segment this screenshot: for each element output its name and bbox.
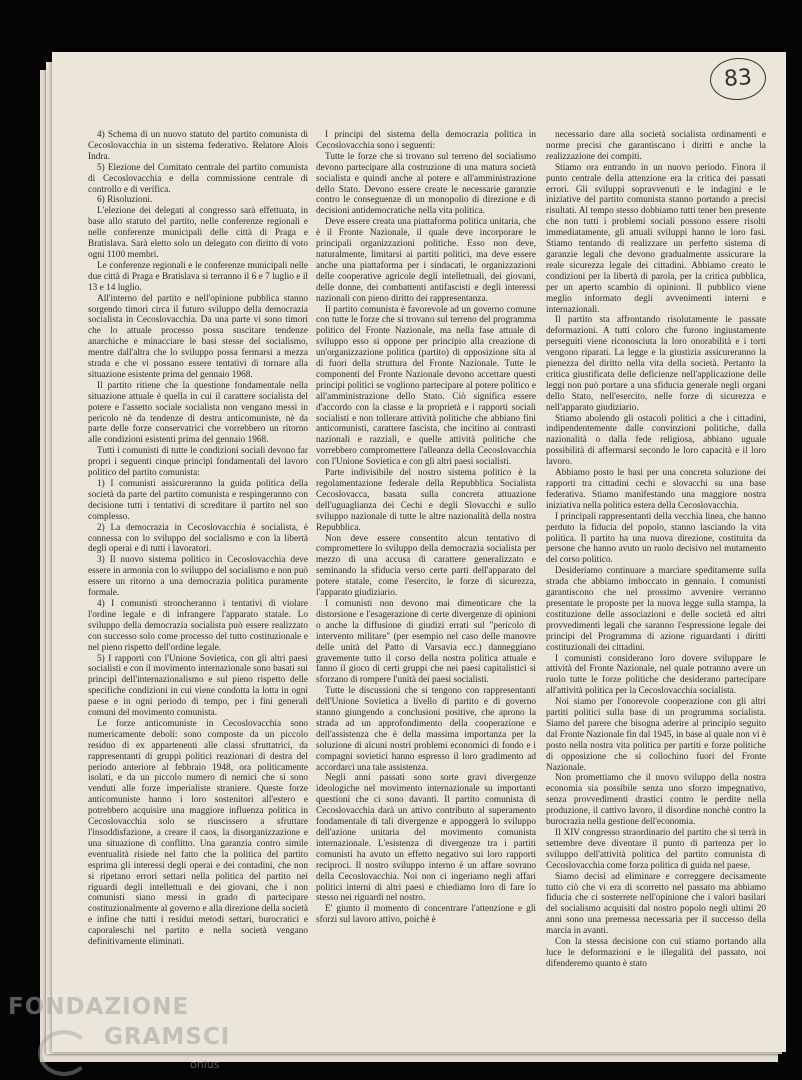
paragraph: Tutti i comunisti di tutte le condizioni sociali devono far propri i seguenti cinque principi fondamentali del lavoro politico del partito comunista: [88,446,308,479]
paragraph: Non promettiamo che il nuovo sviluppo della nostra economia sia possibile senza uno sforzo impegnativo, senza provvedimenti drastici contro le perdite nella produzione, il cattivo lavoro, il disordine nonchè contro la burocrazia nella gestione dell'economia. [546,773,766,828]
paragraph: Il partito sta affrontando risolutamente le passate deformazioni. A tutti coloro che furono ingiustamente perseguiti viene riconosciuta la loro onorabilità e i torti vengono riparati. La legge e la giustizia assicureranno la pienezza del diritto nella vita della società. Pertanto la critica giustificata delle deficienze nell'applicazione delle leggi non può portare a una sfiducia generale negli organi dello Stato, nell'esercito, nelle forze di sicurezza e nell'apparato giudiziario. [546,315,766,413]
paragraph: 5) Elezione del Comitato centrale del partito comunista di Cecoslovacchia e della commissione centrale di controllo e di verifica. [88,162,308,195]
paragraph: Il partito comunista è favorevole ad un governo comune con tutte le forze che si trovano sul terreno del programma politico del Fronte Nazionale, ma nella fase attuale di sviluppo esso si oppone per principio alla creazione di un'organizzazione politica (partito) di opposizione sita al di fuori della struttura del Fronte Nazionale. Tutte le componenti del Fronte Nazionale devono accettare questi principi politici se vogliono partecipare al potere politico e all'amministrazione dello Stato. Ciò significa essere d'accordo con la classe e la proprietà e i rapporti sociali socialisti e non tollerare attività politiche che abbiano fini anticomunisti, carattere fascista, che incitino ai contrasti nazionali e razziali, e quelle attività politiche che vorrebbero compromettere l'alleanza della Cecoslovacchia con l'Unione Sovietica e con gli altri paesi socialisti. [316,304,536,468]
paragraph: Non deve essere consentito alcun tentativo di compromettere lo sviluppo della democrazia socialista per mezzo di una accusa di carattere generalizzato e seminando la sfiducia verso certe parti dell'apparato del potere statale, come l'esercito, le forze di sicurezza, l'apparato giudiziario. [316,533,536,599]
paragraph: I comunisti non devono mai dimenticare che la distorsione e l'esagerazione di certe divergenze di opinioni o anche la diffusione di giudizi errati sul "pericolo di intervento militare" (per esempio nel caso delle manovre delle unità del Patto di Varsavia ecc.) danneggiano gravemente tutto il corso della nostra politica attuale e fanno il gioco di certi gruppi che nei paesi capitalistici si sforzano di rompere l'unità dei paesi socialisti. [316,598,536,686]
document-page [52,52,786,1052]
paragraph: 3) Il nuovo sistema politico in Cecoslovacchia deve essere in armonia con lo sviluppo del socialismo e non può essere un ritorno a una democrazia politica puramente formale. [88,555,308,599]
paragraph: L'elezione dei delegati al congresso sarà effettuata, in base allo statuto del partito, nelle conferenze regionali e nelle conferenze municipali delle città di Praga e Bratislava. Sarà eletto solo un delegato con diritto di voto ogni 1100 membri. [88,206,308,260]
paragraph: Siamo decisi ad eliminare e correggere decisamente tutto ciò che vi era di scorretto nel passato ma abbiamo fiducia che ci sosterrete nell'opinione che i valori basilari del socialismo acquisiti dal nostro popolo negli ultimi 20 anni sono una premessa necessaria per il successo della marcia in avanti. [546,871,766,937]
text-column-right [546,130,766,1040]
paragraph: Tutte le discussioni che si tengono con rappresentanti dell'Unione Sovietica a livello di partito e di governo stanno giungendo a conclusioni positive, che aprono la strada ad un approfondimento della cooperazione e dell'assistenza che è della massima importanza per la soluzione di alcuni nostri problemi economici di fondo e i compagni sovietici hanno espresso il loro gradimento ad accordarci una tale assistenza. [316,686,536,773]
paragraph: 6) Risoluzioni. [97,195,153,206]
watermark [8,994,308,1074]
watermark-line1: FONDAZIONE [8,994,190,1020]
paragraph: I comunisti considerano loro dovere sviluppare le attività del Fronte Nazionale, nel quale potranno avere un ruolo tutte le forze politiche che desiderano partecipare all'attività politica per la Cecoslovacchia socialista. [546,653,766,697]
paragraph: Le forze anticomuniste in Cecoslovacchia sono numericamente deboli: sono composte da un piccolo residuo di ex appartenenti alle classi sfruttatrici, da rappresentanti di gruppi politici reazionari di destra del periodo anteriore al febbraio 1948, ora politicamente isolati, e da un piccolo numero di nemici che si sono venduti alle forze imperialiste straniere. Queste forze anticomuniste hanno i loro sostenitori all'estero e potrebbero acquisire una maggiore influenza politica in Cecoslovacchia solo se riuscissero a sfruttare l'insoddisfazione, a creare il caos, la disorganizzazione e una situazione di conflitto. Una garanzia contro simile eventualità risiede nel fatto che la politica del partito esprima gli interessi degli operai e dei contadini, che non si ripetano errori settari nella politica del partito nei riguardi degli intellettuali e dei giovani, che i non comunisti siano messi in grado di partecipare costituzionalmente al governo e alla direzione della società e infine che tutti i residui metodi settari, burocratici e caporaleschi nel partito e nella società vengano definitivamente eliminati. [88,718,308,948]
paragraph: Deve essere creata una piattaforma politica unitaria, che è il Fronte Nazionale, il quale deve incorporare le principali organizzazioni politiche. Esso non deve, naturalmente, limitarsi ai partiti politici, ma deve essere anche una piattaforma per i sindacati, le organizzazioni delle cooperative agricole degli intellettuali, dei giovani, delle donne, dei combattenti antifascisti e degli interessi nazionali con pieno diritto dei rappresentanza. [316,217,536,304]
paragraph: 4) I comunisti stroncheranno i tentativi di violare l'ordine legale e di infrangere l'apparato statale. Lo sviluppo della democrazia socialista può essere realizzato con successo solo come processo del tutto costituzionale e nel pieno rispetto dell'ordine legale. [88,598,308,653]
watermark-logo-icon [38,1030,90,1076]
paragraph: Il XIV congresso straordinario del partito che si terrà in settembre deve diventare il punto di partenza per lo sviluppo dell'attività politica del partito comunista di Cecoslovacchia come forza politica di guida nel paese. [546,828,766,871]
paragraph: Noi siamo per l'onorevole cooperazione con gli altri partiti politici sulla base di un programma socialista. Siamo del parere che bisogna aderire al principio seguito dal Fronte Nazionale fin dal 1945, in base al quale non vi è posto nella nostra vita politica per partiti e forze politiche di opposizione che si collochino fuori del Fronte Nazionale. [546,697,766,773]
paragraph: 1) I comunisti assicureranno la guida politica della società da parte del partito comunista e respingeranno con decisione tutti i tentativi di screditare il partito nel suo complesso. [88,479,308,522]
paragraph: necessario dare alla società socialista ordinamenti e norme precisi che garantiscano i diritti e anche la realizzazione dei compiti. [546,130,766,162]
paragraph: Le conferenze regionali e le conferenze municipali nelle due città di Praga e Bratislava si terranno il 6 e 7 luglio e il 13 e 14 luglio. [88,260,308,293]
text-column-left [88,130,308,1040]
paragraph: Stiamo abolendo gli ostacoli politici a che i cittadini, indipendentemente dalle convinzioni politiche, dalla nazionalità o dalla fede religiosa, abbiano uguale possibilità di affermarsi secondo le loro capacità e il loro lavoro. [546,413,766,468]
paragraph: 5) I rapporti con l'Unione Sovietica, con gli altri paesi socialisti e con il movimento internazionale sono basati sui principi dell'internazionalismo e sul pieno rispetto delle specifiche condizioni in cui viene condotta la lotta in ogni paese e in ogni periodo di tempo, per i fini generali comuni del movimento comunista. [88,653,308,719]
paragraph: Con la stessa decisione con cui stiamo portando alla luce le deformazioni e le illegalità del passato, noi difenderemo quanto è stato [546,937,766,969]
text-column-middle [316,130,536,1040]
paragraph: I principali rappresentanti della vecchia linea, che hanno perduto la fiducia del popolo, stanno lasciando la vita politica. Il partito ha una nuova direzione, costituita da persone che hanno avuto un ruolo decisivo nel mutamento del corso politico. [546,511,766,566]
paragraph: Stiamo ora entrando in un nuovo periodo. Finora il punto centrale della attenzione era la critica dei passati errori. Gli sviluppi sopravvenuti e le indagini e le iniziative del partito comunista stanno portando a precisi risultati. Al tempo stesso dobbiamo tutti tener ben presente che non tutti i problemi sociali possono essere risolti immediatamente, gli attuali sviluppi hanno le loro fasi. Stiamo tentando di realizzare un perfetto sistema di garanzie legali che devono gradualmente assicurare la reale sicurezza legale dei cittadini. Abbiamo creato le condizioni per la libertà di parola, per la critica pubblica, per un aperto scambio di opinioni. Il pubblico viene meglio informato degli avvenimenti interni e internazionali. [546,162,766,315]
paragraph: Desideriamo continuare a marciare speditamente sulla strada che abbiamo imboccato in gennaio. I comunisti garantiscono che nel prossimo avvenire verranno presentate le proposte per la nuova legge sulla stampa, la costituzione delle associazioni e delle società ed altri provvedimenti legali che saranno l'espressione legale dei principi del Programma di azione riguardanti i diritti costituzionali dei cittadini. [546,566,766,653]
paragraph: All'interno del partito e nell'opinione pubblica stanno sorgendo timori circa il futuro sviluppo della democrazia socialista in Cecoslovacchia. Da una parte vi sono timori che lo attuale processo possa suscitare tendenze anarchiche e minacciare le basi stesse del socialismo, mentre dall'altra che lo sviluppo possa fermarsi a mezza strada e che vi possano essere tentativi di tornare alla situazione esistente prima del gennaio 1968. [88,293,308,380]
paragraph: E' giunto il momento di concentrare l'attenzione e gli sforzi sul lavoro attivo, poichè è [316,904,536,926]
paragraph: I principi del sistema della democrazia politica in Cecoslovacchia sono i seguenti: [316,130,536,151]
watermark-line2: GRAMSCI [104,1024,231,1050]
paragraph: Tutte le forze che si trovano sul terreno del socialismo devono partecipare alla costruzione di una matura società socialista e quindi anche al potere e all'amministrazione dello Stato. Devono essere create le necessarie garanzie contro le conseguenze di un monopolio di direzione e di decisioni antidemocratiche nella vita politica. [316,151,536,217]
paragraph: Abbiamo posto le basi per una concreta soluzione dei rapporti tra cittadini cechi e slovacchi su una base federativa. Stiamo manifestando una maggiore nostra iniziativa nella politica estera della Cecoslovacchia. [546,468,766,511]
watermark-line3: onlus [190,1058,220,1071]
paragraph: 4) Schema di un nuovo statuto del partito comunista di Cecoslovacchia in un sistema federativo. Relatore Alois Indra. [88,130,308,162]
paragraph: Il partito ritiene che la questione fondamentale nella situazione attuale è quella in cui il carattere socialista del potere e l'assetto sociale socialista non vengano messi in pericolo nè da tendenze di destra anticomuniste, nè da parte delle forze conservatrici che vorrebbero un ritorno alle condizioni esistenti prima del gennaio 1968. [88,380,308,446]
paragraph: 2) La democrazia in Cecoslovacchia è socialista, è connessa con lo sviluppo del socialismo e con la libertà degli operai e di tutti i lavoratori. [88,522,308,555]
paragraph: Parte indivisibile del nostro sistema politico è la regolamentazione federale della Repubblica Socialista Cecoslovacca, basata sulla concreta attuazione dell'uguaglianza dei Cechi e degli Slovacchi e sullo sviluppo nazionale di tutte le altre nazionalità della nostra Repubblica. [316,468,536,533]
paragraph: Negli anni passati sono sorte gravi divergenze ideologiche nel movimento internazionale su importanti questioni che ci sono davanti. Il partito comunista di Cecoslovacchia darà un attivo contributo al superamento fondamentale di tali divergenze e appoggerà lo sviluppo dell'azione unitaria del movimento comunista internazionale. L'esistenza di divergenze tra i partiti comunisti ha avuto un effetto negativo sui loro rapporti reciproci. Il nostro sviluppo interno è un affare sovrano della Cecoslovacchia. Noi non ci ingeriamo negli affari politici interni di altri paesi e chiediamo loro di fare lo stesso nei riguardi nel nostro. [316,773,536,904]
page-number-stamp: 83 [709,56,768,102]
